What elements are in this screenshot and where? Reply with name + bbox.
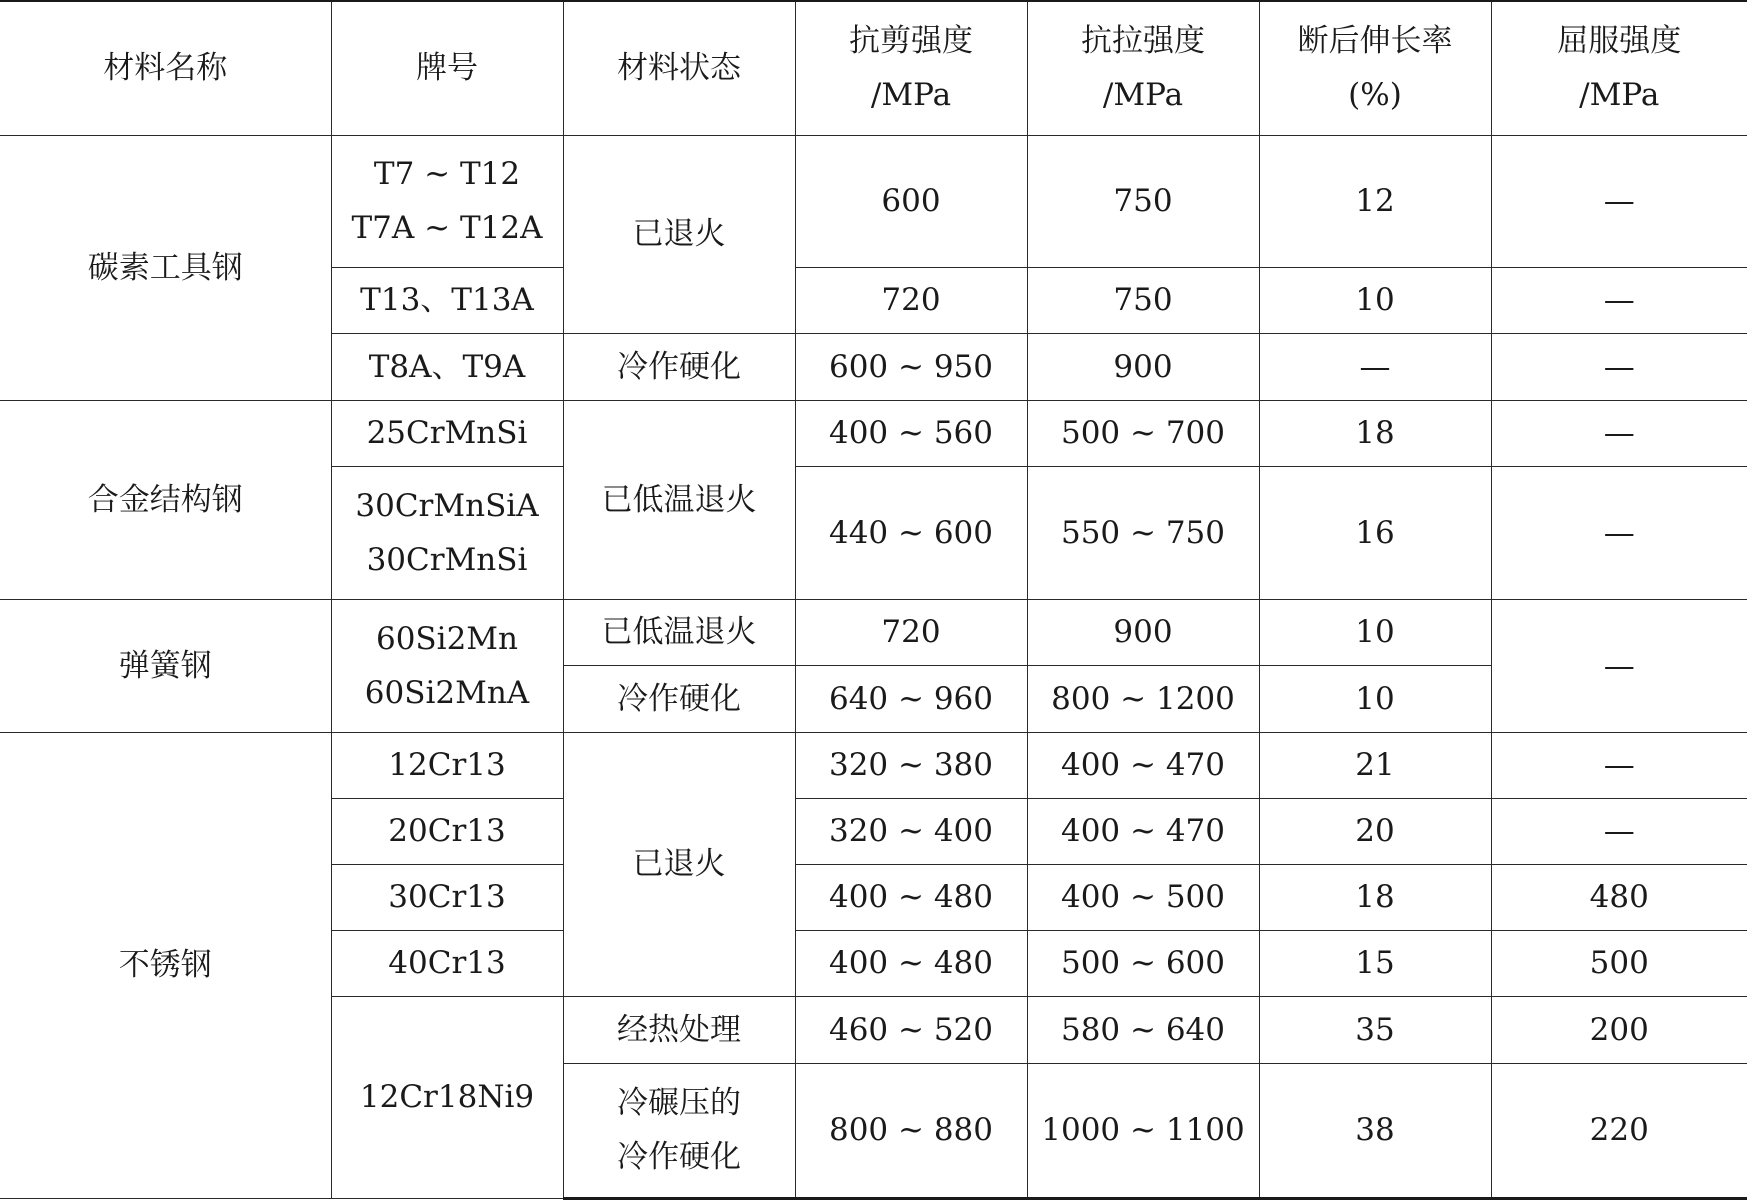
header-cell [1491,1,1747,135]
yield-cell: 500 [1491,930,1747,996]
shear-cell: 600 [795,135,1027,267]
grade-cell [331,135,563,267]
shear-cell: 320 ~ 380 [795,732,1027,798]
header-cell [1027,1,1259,135]
tensile-cell: 580 ~ 640 [1027,996,1259,1063]
yield-cell: — [1491,267,1747,333]
yield-cell: — [1491,466,1747,599]
grade-line: T13、T13A [332,273,563,327]
header-label: 材料状态 [564,41,795,95]
elongation-cell: 15 [1259,930,1491,996]
material-group-cell: 不锈钢 [0,732,331,1198]
state-cell [563,665,795,732]
header-label: 抗拉强度 [1028,14,1259,68]
grade-line: 12Cr18Ni9 [332,1070,563,1124]
header-unit: /MPa [1492,68,1747,122]
tensile-cell: 900 [1027,333,1259,400]
header-unit: /MPa [796,68,1027,122]
tensile-cell: 750 [1027,135,1259,267]
header-unit: (%) [1260,68,1491,122]
elongation-cell: 38 [1259,1063,1491,1198]
state-line: 经热处理 [564,1003,795,1057]
shear-cell: 800 ~ 880 [795,1063,1027,1198]
state-cell [563,599,795,665]
yield-cell: 200 [1491,996,1747,1063]
state-line: 已低温退火 [564,605,795,659]
yield-cell: — [1491,599,1747,732]
grade-cell [331,798,563,864]
grade-line: 40Cr13 [332,936,563,990]
state-cell [563,400,795,599]
elongation-cell: 21 [1259,732,1491,798]
grade-line: T7 ~ T12 [332,147,563,201]
grade-cell [331,732,563,798]
state-line: 冷作硬化 [564,340,795,394]
tensile-cell: 500 ~ 700 [1027,400,1259,466]
table-row [0,135,1747,267]
grade-cell [331,996,563,1198]
state-cell [563,996,795,1063]
grade-cell [331,466,563,599]
state-line: 冷作硬化 [564,1130,795,1184]
header-cell [795,1,1027,135]
grade-cell [331,930,563,996]
tensile-cell: 550 ~ 750 [1027,466,1259,599]
tensile-cell: 400 ~ 470 [1027,732,1259,798]
table-row [0,400,1747,466]
header-label: 断后伸长率 [1260,14,1491,68]
header-label: 材料名称 [0,41,331,95]
elongation-cell: 18 [1259,400,1491,466]
shear-cell: 400 ~ 480 [795,930,1027,996]
shear-cell: 600 ~ 950 [795,333,1027,400]
grade-line: 30CrMnSiA [332,479,563,533]
shear-cell: 400 ~ 480 [795,864,1027,930]
header-label: 抗剪强度 [796,14,1027,68]
state-cell [563,1063,795,1198]
state-line: 冷碾压的 [564,1076,795,1130]
grade-cell [331,864,563,930]
grade-cell [331,267,563,333]
material-group-cell: 碳素工具钢 [0,135,331,400]
tensile-cell: 800 ~ 1200 [1027,665,1259,732]
elongation-cell: 35 [1259,996,1491,1063]
state-cell [563,732,795,996]
header-unit: /MPa [1028,68,1259,122]
grade-line: 20Cr13 [332,804,563,858]
grade-line: T8A、T9A [332,340,563,394]
header-cell [563,1,795,135]
shear-cell: 640 ~ 960 [795,665,1027,732]
state-cell [563,333,795,400]
header-row [0,1,1747,135]
grade-line: 30CrMnSi [332,533,563,587]
material-group-cell: 合金结构钢 [0,400,331,599]
grade-line: 60Si2Mn [332,612,563,666]
table-row [0,732,1747,798]
header-label: 屈服强度 [1492,14,1747,68]
shear-cell: 460 ~ 520 [795,996,1027,1063]
shear-cell: 720 [795,599,1027,665]
yield-cell: 220 [1491,1063,1747,1198]
tensile-cell: 400 ~ 500 [1027,864,1259,930]
material-group-cell: 弹簧钢 [0,599,331,732]
table-row [0,599,1747,665]
elongation-cell: 10 [1259,665,1491,732]
yield-cell: — [1491,798,1747,864]
grade-cell [331,333,563,400]
header-cell [331,1,563,135]
elongation-cell: 10 [1259,599,1491,665]
yield-cell: — [1491,732,1747,798]
shear-cell: 400 ~ 560 [795,400,1027,466]
tensile-cell: 500 ~ 600 [1027,930,1259,996]
state-cell [563,135,795,333]
tensile-cell: 750 [1027,267,1259,333]
yield-cell: — [1491,333,1747,400]
yield-cell: — [1491,400,1747,466]
elongation-cell: 16 [1259,466,1491,599]
state-line: 冷作硬化 [564,672,795,726]
state-line: 已退火 [564,207,795,261]
elongation-cell: — [1259,333,1491,400]
shear-cell: 320 ~ 400 [795,798,1027,864]
tensile-cell: 900 [1027,599,1259,665]
shear-cell: 720 [795,267,1027,333]
header-cell [0,1,331,135]
header-cell [1259,1,1491,135]
grade-line: 25CrMnSi [332,406,563,460]
grade-line: 12Cr13 [332,738,563,792]
grade-line: T7A ~ T12A [332,201,563,255]
grade-line: 30Cr13 [332,870,563,924]
shear-cell: 440 ~ 600 [795,466,1027,599]
elongation-cell: 12 [1259,135,1491,267]
elongation-cell: 10 [1259,267,1491,333]
elongation-cell: 18 [1259,864,1491,930]
elongation-cell: 20 [1259,798,1491,864]
grade-cell [331,599,563,732]
yield-cell: 480 [1491,864,1747,930]
tensile-cell: 400 ~ 470 [1027,798,1259,864]
state-line: 已退火 [564,837,795,891]
grade-cell [331,400,563,466]
grade-line: 60Si2MnA [332,666,563,720]
yield-cell: — [1491,135,1747,267]
tensile-cell: 1000 ~ 1100 [1027,1063,1259,1198]
header-label: 牌号 [332,41,563,95]
state-line: 已低温退火 [564,473,795,527]
